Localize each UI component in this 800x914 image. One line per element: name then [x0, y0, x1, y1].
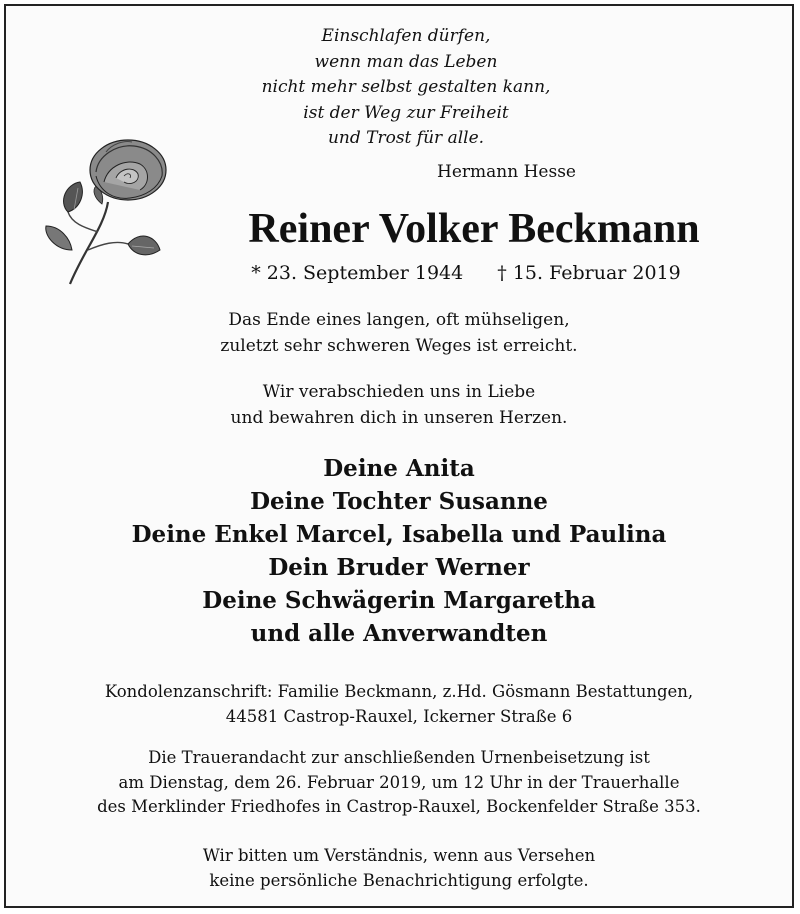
condolence-line: 44581 Castrop-Rauxel, Ickerner Straße 6	[225, 706, 573, 726]
farewell-line: und bewahren dich in unseren Herzen.	[230, 407, 568, 428]
family-member: Dein Bruder Werner	[268, 554, 530, 581]
condolence-address	[6, 680, 792, 729]
family-signatures	[6, 452, 792, 650]
service-line: am Dienstag, dem 26. Februar 2019, um 12 Uhr in der Trauerhalle	[118, 772, 680, 792]
poem-line: Einschlafen dürfen,	[321, 26, 491, 46]
poem-line: wenn man das Leben	[314, 51, 498, 72]
closing-line: Wir bitten um Verständnis, wenn aus Versehen	[202, 846, 596, 865]
poem	[206, 24, 606, 152]
death-date: † 15. Februar 2019	[497, 262, 681, 284]
family-member: und alle Anverwandten	[250, 620, 548, 647]
family-member: Deine Tochter Susanne	[250, 488, 548, 515]
service-line: Die Trauerandacht zur anschließenden Urnenbeisetzung ist	[148, 748, 650, 767]
condolence-line: Kondolenzanschrift: Familie Beckmann, z.Hd. Gösmann Bestattungen,	[104, 682, 694, 701]
life-dates	[216, 260, 716, 286]
message-line: zuletzt sehr schweren Weges ist erreicht.	[220, 335, 578, 356]
birth-date: * 23. September 1944	[251, 262, 464, 284]
closing-note	[6, 844, 792, 893]
deceased-name: Reiner Volker Beckmann	[248, 206, 700, 252]
poem-line: nicht mehr selbst gestalten kann,	[261, 77, 551, 97]
poem-line: ist der Weg zur Freiheit	[303, 102, 509, 123]
farewell-line: Wir verabschieden uns in Liebe	[262, 382, 536, 402]
message-paragraph	[6, 308, 792, 359]
family-member: Deine Schwägerin Margaretha	[202, 587, 596, 614]
service-info	[6, 746, 792, 820]
family-member: Deine Enkel Marcel, Isabella und Paulina	[131, 521, 667, 548]
poem-line: und Trost für alle.	[327, 128, 485, 148]
message-line: Das Ende eines langen, oft mühseligen,	[228, 310, 570, 330]
poem-author: Hermann Hesse	[437, 162, 576, 182]
family-member: Deine Anita	[323, 455, 475, 482]
closing-line: keine persönliche Benachrichtigung erfolgte.	[209, 870, 589, 890]
obituary-notice	[4, 4, 794, 908]
service-line: des Merklinder Friedhofes in Castrop-Rauxel, Bockenfelder Straße 353.	[97, 797, 701, 816]
rose-icon	[36, 132, 176, 288]
farewell-paragraph	[6, 380, 792, 431]
